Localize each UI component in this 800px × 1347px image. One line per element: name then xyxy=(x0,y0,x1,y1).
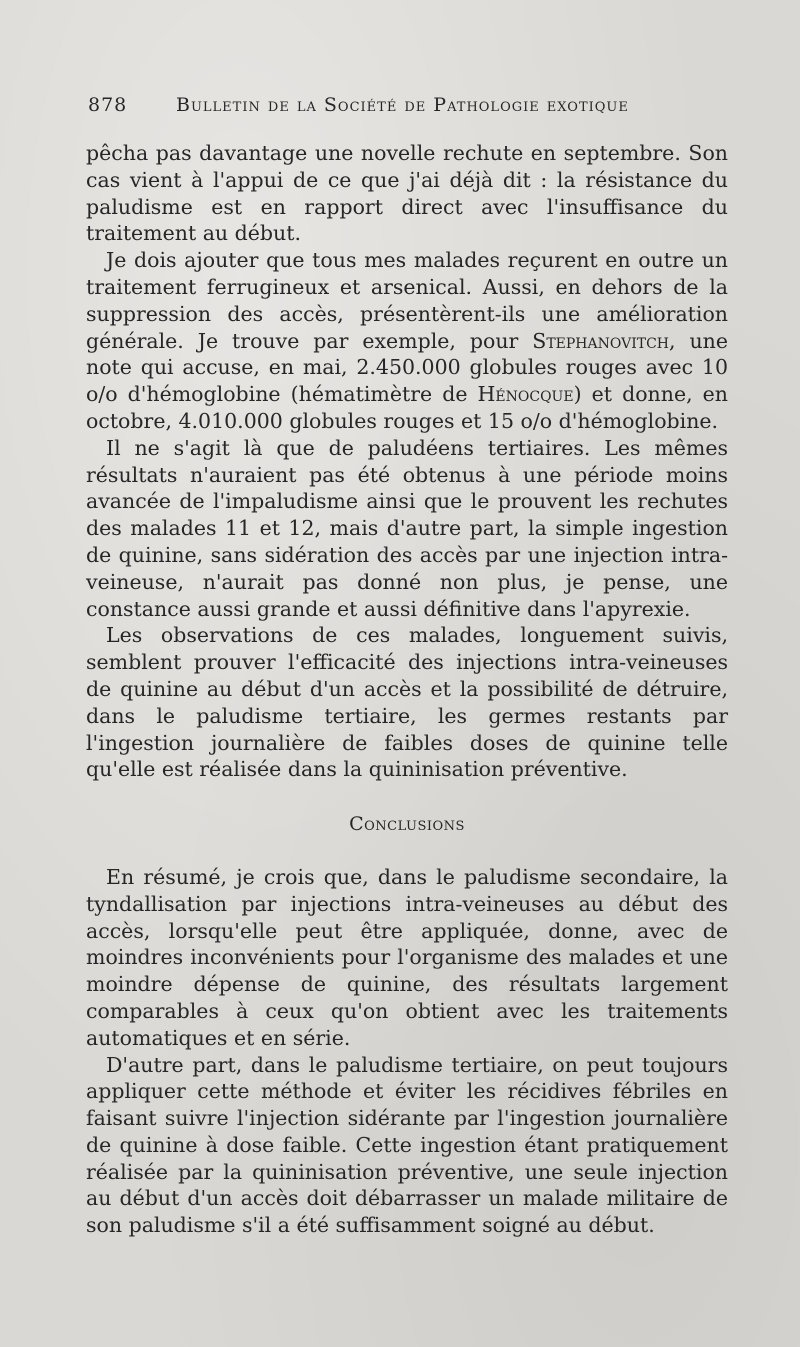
paragraph-conclusion-tertiary: D'autre part, dans le paludisme tertiaire, on peut toujours appliquer cette méthode et éviter les récidives fébriles en faisant suivre l'injection sidérante par l'ingestion journalière de quinine à dose faible. Cette ingestion étant pratiquement réalisée par la quininisation préventive, une seule injection au début d'un accès doit débarrasser un malade militaire de son paludisme s'il a été suffisamment soigné au début. xyxy=(86,1052,728,1238)
paragraph-observations: Les observations de ces malades, longuement suivis, semblent prouver l'efficacité des injections intra-veineuses de quinine au début d'un accès et la possibilité de détruire, dans le paludisme tertiaire, les germes restants par l'ingestion journalière de faibles doses de quinine telle qu'elle est réalisée dans la quininisation préventive. xyxy=(86,623,728,782)
paragraph-conclusion-summary: En résumé, je crois que, dans le paludisme secondaire, la tyndallisation par injections intra-veineuses au début des accès, lorsqu'elle peut être appliquée, donne, avec de moindres inconvénients pour l'organisme des malades et une moindre dépense de quinine, des résultats largement comparables à ceux qu'on obtient avec les traitements automatiques et en série. xyxy=(86,864,728,1050)
paragraph-text: Je dois ajouter que tous mes malades reçurent en outre un traitement ferrugineux et arsenical. Aussi, en dehors de la suppression des accès, présentèrent-ils une amélioration générale. Je trouve par exemple, pour xyxy=(86,248,728,353)
paragraph-continuation: pêcha pas davantage une novelle rechute en septembre. Son cas vient à l'appui de ce que j'ai déjà dit : la résistance du paludisme est en rapport direct avec l'insuffisance du traitement au début. xyxy=(86,141,728,246)
author-name-henocque: Hénocque xyxy=(477,382,574,407)
running-header xyxy=(88,94,728,120)
article-body xyxy=(86,140,728,1239)
section-title-conclusions: Conclusions xyxy=(349,813,465,836)
paragraph-text: , une note qui accuse, en mai, 2.450.000 globules rouges avec 10 o/o d'hémoglobine (hématimètre de xyxy=(86,328,729,407)
paragraph-text: ) et donne, en octobre, 4.010.000 globules rouges et 15 o/o d'hémoglobine. xyxy=(86,382,728,433)
running-title: Bulletin de la Société de Pathologie exotique xyxy=(176,94,629,116)
paragraph-treatment xyxy=(86,247,728,435)
paragraph-tertiary: Il ne s'agit là que de paludéens tertiaires. Les mêmes résultats n'auraient pas été obtenus à une période moins avancée de l'impaludisme ainsi que le prouvent les rechutes des malades 11 et 12, mais d'autre part, la simple ingestion de quinine, sans sidération des accès par une injection intra-veineuse, n'aurait pas donné non plus, je pense, une constance aussi grande et aussi définitive dans l'apyrexie. xyxy=(86,435,728,621)
page-number: 878 xyxy=(88,94,128,116)
author-name-stephanovitch: Stephanovitch xyxy=(532,328,670,353)
